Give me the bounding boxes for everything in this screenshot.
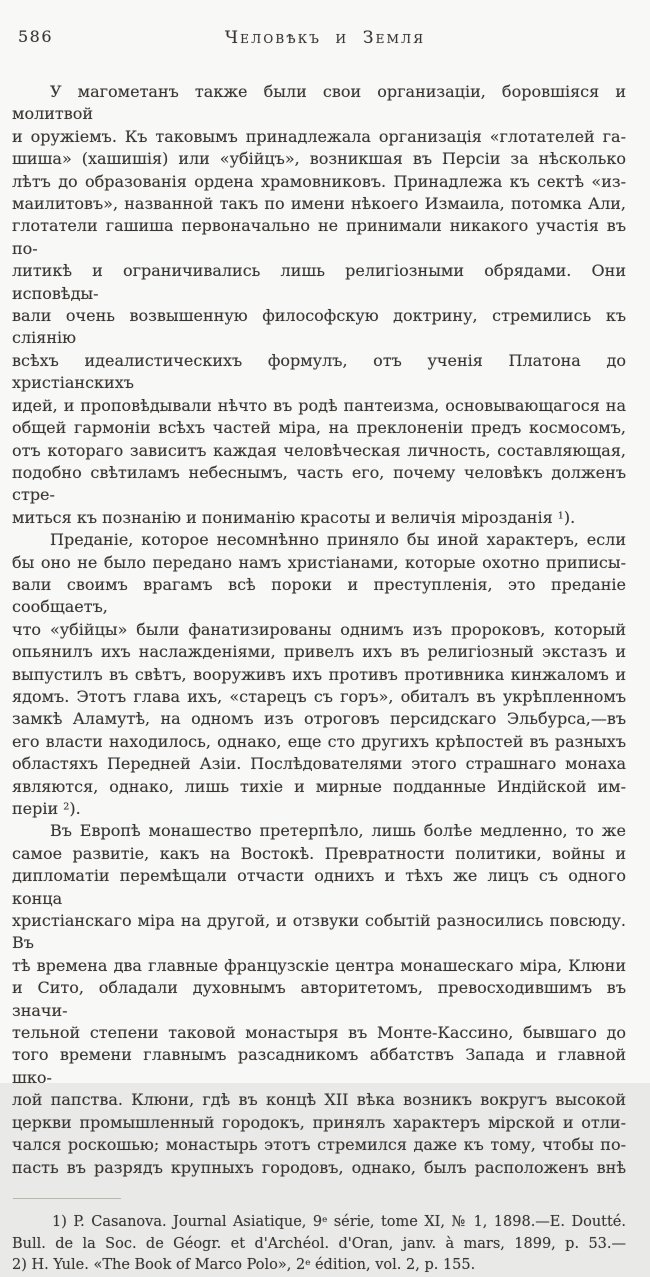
text-line: церкви промышленный городокъ, принялъ характеръ мірской и отли-: [12, 1112, 626, 1132]
text-line: опьянилъ ихъ наслажденіями, привелъ ихъ въ религіозный экстазъ и: [12, 642, 626, 662]
footnote-separator-rule: [13, 1198, 121, 1199]
page-header: [0, 0, 650, 52]
text-line: лѣтъ до образованія ордена храмовниковъ. Принадлежа къ сектѣ «из-: [12, 171, 626, 191]
footnote-line: Bull. de la Soc. de Géogr. et d'Archéol. d'Oran, janv. à mars, 1899, p. 53.—: [12, 1235, 626, 1252]
text-line: У магометанъ также были свои организаціи, боровшіяся и молитвой: [12, 82, 626, 124]
text-line: маилитовъ», названной такъ по имени нѣкоего Измаила, потомка Али,: [12, 194, 626, 214]
text-line: миться къ познанію и пониманію красоты и величія мірозданія $^1$).: [12, 507, 576, 527]
text-line: періи $^2$).: [12, 799, 81, 818]
text-line: и Сито, обладали духовнымъ авторитетомъ, превосходившимъ въ значи-: [12, 978, 626, 1020]
text-line: являются, однако, лишь тихіе и мирные подданные Индійской им-: [12, 776, 626, 796]
text-line: дипломатіи перемѣщали отчасти однихъ и тѣхъ же лицъ съ одного конца: [12, 866, 626, 908]
text-line: что «убійцы» были фанатизированы однимъ изъ пророковъ, который: [12, 619, 626, 639]
paragraph: [12, 820, 626, 1179]
text-line: идей, и проповѣдывали нѣчто въ родѣ пантеизма, основывающагося на: [12, 395, 626, 415]
text-line: подобно свѣтиламъ небеснымъ, часть его, почему человѣкъ долженъ стре-: [12, 462, 626, 505]
footnote-line: 2) H. Yule. «The Book of Marco Polo», 2e édition, vol. 2, p. 155.: [12, 1257, 476, 1274]
text-line: шиша» (хашишія) или «убійцъ», возникшая въ Персіи за нѣсколько: [12, 149, 626, 169]
text-line: общей гармоніи всѣхъ частей міра, на преклоненіи предъ космосомъ,: [12, 418, 626, 438]
text-line: областяхъ Передней Азіи. Послѣдователями этого страшнаго монаха: [12, 754, 626, 774]
text-line: лой папства. Клюни, гдѣ въ концѣ XII вѣка возникъ вокругъ высокой: [12, 1090, 626, 1110]
paragraph: [12, 81, 626, 529]
text-line: вали очень возвышенную философскую доктрину, стремились къ сліянію: [12, 306, 626, 348]
text-line: всѣхъ идеалистическихъ формулъ, отъ ученія Платона до христіанскихъ: [12, 350, 626, 393]
text-line: тѣ времена два главные французскіе центра монашескаго міра, Клюни: [12, 955, 626, 975]
text-line: отъ котораго зависитъ каждая человѣческая личность, составляющая,: [12, 440, 626, 460]
text-line: бы оно не было передано намъ христіанами, которые охотно приписы-: [12, 552, 626, 572]
text-line: литикѣ и ограничивались лишь религіозными обрядами. Они исповѣды-: [12, 261, 626, 303]
text-line: того времени главнымъ разсадникомъ аббатствъ Запада и главной шко-: [12, 1045, 626, 1087]
text-line: чался роскошью; монастырь этотъ стремился даже къ тому, чтобы по-: [12, 1135, 626, 1155]
footnotes: [12, 1212, 626, 1277]
text-line: христіанскаго міра на другой, и отзвуки событій разносились повсюду. Въ: [12, 911, 626, 953]
body-text: [12, 81, 626, 1179]
text-line: ядомъ. Этотъ глава ихъ, «старецъ съ горъ», обиталъ въ укрѣпленномъ: [12, 686, 626, 706]
running-title: Человѣкъ и Земля: [224, 28, 426, 48]
footnote-line: 1) P. Casanova. Journal Asiatique, 9e série, tome XI, № 1, 1898.—E. Doutté.: [52, 1213, 627, 1230]
text-line: вали своимъ врагамъ всѣ пороки и преступленія, это преданіе сообщаетъ,: [12, 574, 626, 617]
text-line: замкѣ Аламутѣ, на одномъ изъ отроговъ персидскаго Эльбурса,—въ: [12, 709, 626, 729]
text-line: пасть въ разрядъ крупныхъ городовъ, однако, былъ расположенъ внѣ: [12, 1157, 626, 1177]
text-line: тельной степени таковой монастыря въ Монте-Кассино, бывшаго до: [12, 1023, 626, 1043]
text-line: глотатели гашиша первоначально не принимали никакого участія въ по-: [12, 216, 626, 258]
text-line: и оружіемъ. Къ таковымъ принадлежала организація «глотателей га-: [12, 126, 626, 146]
text-line: самое развитіе, какъ на Востокѣ. Превратности политики, войны и: [12, 843, 626, 863]
text-line: Преданіе, которое несомнѣнно приняло бы иной характеръ, если: [50, 530, 626, 550]
text-line: Въ Европѣ монашество претерпѣло, лишь болѣе медленно, то же: [50, 821, 626, 841]
page-number: 586: [18, 27, 54, 46]
text-line: выпустилъ въ свѣтъ, вооруживъ ихъ противъ противника кинжаломъ и: [12, 664, 626, 684]
text-line: его власти находилось, однако, еще сто другихъ крѣпостей въ разныхъ: [12, 731, 626, 751]
paragraph: [12, 529, 626, 820]
